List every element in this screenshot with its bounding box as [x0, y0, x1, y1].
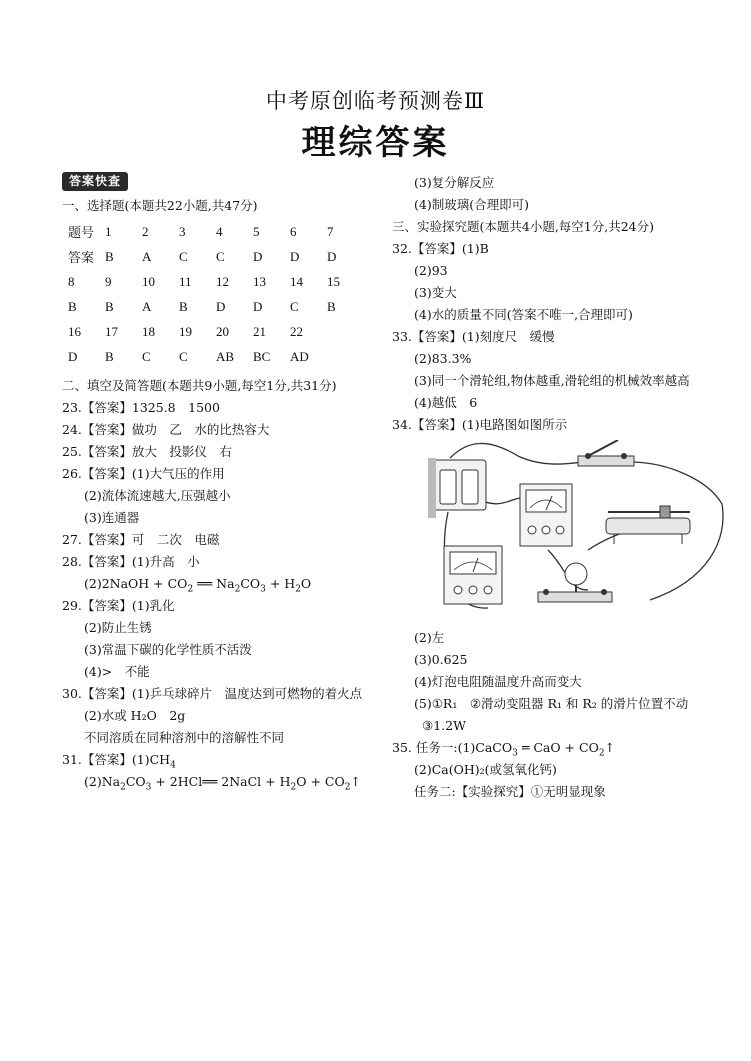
page-title: 理综答案: [301, 123, 450, 163]
answer-26-3: (3)连通器: [84, 510, 140, 525]
answer-table-cell: D: [253, 298, 263, 314]
answer-34-1: 34.【答案】(1)电路图如图所示: [392, 417, 568, 432]
answer-33-2: (2)83.3%: [414, 351, 472, 366]
answer-34-3: (3)0.625: [414, 652, 468, 667]
answer-table-cell: 16: [68, 323, 81, 339]
answer-33-4: (4)越低 6: [414, 395, 478, 410]
answer-table-cell: 12: [216, 273, 229, 289]
answer-table-cell: A: [142, 248, 152, 264]
answer-table: [68, 219, 364, 369]
answer-table-cell: [327, 344, 364, 369]
answer-table-row: [68, 319, 364, 344]
answer-table-cell: 题号: [68, 225, 95, 240]
answer-34-4: (4)灯泡电阻随温度升高而变大: [414, 674, 582, 689]
answer-32-4: (4)水的质量不同(答案不唯一,合理即可): [414, 307, 633, 322]
answer-29-4: (4)> 不能: [84, 664, 150, 679]
answer-table-cell: B: [105, 348, 114, 364]
answer-table-cell: C: [142, 348, 151, 364]
answer-30-3: 不同溶质在同种溶剂中的溶解性不同: [84, 730, 285, 745]
section3-heading: 三、实验探究题(本题共4小题,每空1分,共24分): [392, 219, 655, 234]
answer-27: 27.【答案】可 二次 电磁: [62, 532, 220, 547]
answer-table-cell: C: [179, 348, 188, 364]
answer-34-2: (2)左: [414, 630, 445, 645]
answer-table-cell: B: [105, 298, 114, 314]
answer-table-cell: 13: [253, 273, 266, 289]
page-subtitle: 中考原创临考预测卷Ⅲ: [265, 89, 486, 113]
answer-table-cell: 21: [253, 323, 266, 339]
answer-26-2: (2)流体流速越大,压强越小: [84, 488, 231, 503]
answer-table-cell: 17: [105, 323, 118, 339]
answer-table-cell: 19: [179, 323, 192, 339]
answer-table-cell: D: [253, 248, 263, 264]
answer-35-1: 35. 任务一:(1)CaCO$_3$ ═ CaO + $CO_2↑$: [392, 740, 616, 759]
section1-heading: 一、选择题(本题共22小题,共47分): [62, 198, 258, 213]
answer-30-1: 30.【答案】(1)乒乓球碎片 温度达到可燃物的着火点: [62, 686, 363, 701]
answer-r2: (4)制玻璃(合理即可): [414, 197, 529, 212]
answer-table-cell: BC: [253, 348, 271, 364]
answer-table-cell: 11: [179, 273, 192, 289]
answer-23: 23.【答案】1325.8 1500: [62, 400, 220, 415]
answer-33-1: 33.【答案】(1)刻度尺 缓慢: [392, 329, 555, 344]
answer-table-cell: 7: [327, 223, 334, 239]
answer-table-row: [68, 344, 364, 369]
answer-table-cell: 6: [290, 223, 297, 239]
answer-table-cell: 9: [105, 273, 112, 289]
answer-31-1: 31.【答案】$(1)CH_4$: [62, 752, 176, 771]
answer-26-1: 26.【答案】(1)大气压的作用: [62, 466, 225, 481]
answer-34-6: ③1.2W: [422, 718, 466, 733]
answer-25: 25.【答案】放大 投影仪 右: [62, 444, 232, 459]
answer-table-cell: C: [216, 248, 225, 264]
answer-35-3: 任务二:【实验探究】①无明显现象: [414, 784, 606, 799]
answer-table-cell: 2: [142, 223, 149, 239]
answer-table-cell: 15: [327, 273, 340, 289]
answer-table-cell: 4: [216, 223, 223, 239]
lamp-icon: [538, 563, 612, 602]
answer-32-3: (3)变大: [414, 285, 457, 300]
answer-29-2: (2)防止生锈: [84, 620, 152, 635]
answer-r1: (3)复分解反应: [414, 175, 495, 190]
answer-table-cell: A: [142, 298, 152, 314]
answer-table-cell: B: [179, 298, 188, 314]
switch-icon: [578, 440, 634, 466]
answer-30-2: (2)水或 H₂O 2g: [84, 708, 186, 723]
answer-29-1: 29.【答案】(1)乳化: [62, 598, 175, 613]
answer-33-3: (3)同一个滑轮组,物体越重,滑轮组的机械效率越高: [414, 373, 690, 388]
ammeter-icon: [444, 546, 502, 604]
circuit-diagram: [428, 440, 728, 618]
answer-table-cell: C: [290, 298, 299, 314]
answer-quick-check-badge: 答案快查: [62, 172, 128, 191]
answer-table-cell: 5: [253, 223, 260, 239]
answer-table-cell: 20: [216, 323, 229, 339]
answer-32-1: 32.【答案】(1)B: [392, 241, 489, 256]
answer-table-cell: D: [290, 248, 300, 264]
answer-table-cell: AB: [216, 348, 235, 364]
right-column: [392, 172, 712, 803]
answer-table-row: [68, 294, 364, 319]
answer-35-2: (2)Ca(OH)₂(或氢氧化钙): [414, 762, 557, 777]
answer-table-row: [68, 269, 364, 294]
answer-table-cell: 答案: [68, 250, 95, 265]
answer-table-row: [68, 244, 364, 269]
answer-table-cell: B: [327, 298, 336, 314]
answer-table-cell: AD: [290, 348, 309, 364]
answer-31-2: $(2)Na_2CO_3$ + 2HCl══ 2NaCl + $H_2O$ + $CO_2↑$: [84, 774, 361, 793]
answer-table-cell: 10: [142, 273, 155, 289]
voltmeter-icon: [520, 484, 572, 546]
answer-28-2: (2)2NaOH + $CO_2$ ══ $Na_2CO_3 + H_2O$: [84, 576, 312, 595]
answer-table-cell: 22: [290, 323, 303, 339]
answer-table-cell: B: [105, 248, 114, 264]
answer-table-cell: 3: [179, 223, 186, 239]
answer-table-cell: D: [327, 248, 337, 264]
battery-icon: [428, 458, 486, 518]
section2-heading: 二、填空及简答题(本题共9小题,每空1分,共31分): [62, 378, 337, 393]
answer-table-cell: D: [216, 298, 226, 314]
answer-24: 24.【答案】做功 乙 水的比热容大: [62, 422, 270, 437]
answer-34-5: (5)①R₁ ②滑动变阻器 R₁ 和 R₂ 的滑片位置不动: [414, 696, 689, 711]
answer-32-2: (2)93: [414, 263, 448, 278]
answer-table-cell: 14: [290, 273, 303, 289]
answer-table-cell: [327, 319, 364, 344]
answer-29-3: (3)常温下碳的化学性质不活泼: [84, 642, 252, 657]
left-column: [62, 172, 392, 793]
answer-28-1: 28.【答案】(1)升高 小: [62, 554, 200, 569]
answer-table-cell: 1: [105, 223, 112, 239]
rheostat-icon: [606, 506, 690, 544]
answer-table-cell: B: [68, 298, 77, 314]
answer-table-row: [68, 219, 364, 244]
answer-table-cell: 18: [142, 323, 155, 339]
answer-table-cell: 8: [68, 273, 75, 289]
answer-table-cell: C: [179, 248, 188, 264]
answer-table-cell: D: [68, 348, 78, 364]
